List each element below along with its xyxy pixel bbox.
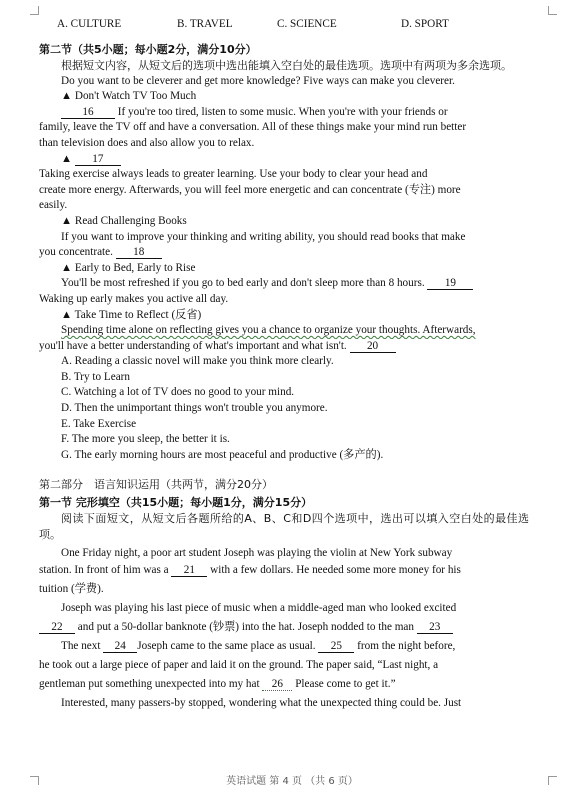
blank-22[interactable]: 22 bbox=[39, 621, 75, 634]
option-a: A. CULTURE bbox=[57, 18, 122, 31]
tip2-title: ▲ 17 bbox=[39, 152, 529, 168]
cloze-p4: Interested, many passers-by stopped, wondering what the unexpected thing could be. Just bbox=[61, 697, 462, 710]
paragraph-17: Taking exercise always leads to greater learning. Use your body to clear your head and bbox=[39, 168, 428, 181]
paragraph-18-line2: you concentrate. 18 bbox=[39, 245, 529, 261]
tip4-title: ▲ Early to Bed, Early to Rise bbox=[61, 261, 196, 274]
cloze-p2-line2: 22 and put a 50-dollar banknote (钞票) into the hat. Joseph nodded to the man 23 bbox=[39, 618, 529, 637]
paragraph-18: If you want to improve your thinking and writing ability, you should read books that make bbox=[61, 230, 466, 243]
previous-question-options bbox=[39, 14, 529, 36]
paragraph-20-line2: you'll have a better understanding of what's important and what isn't. 20 bbox=[39, 339, 529, 355]
tip3-title: ▲ Read Challenging Books bbox=[61, 214, 187, 227]
blank-16[interactable]: 16 bbox=[61, 106, 115, 119]
blank-18[interactable]: 18 bbox=[116, 246, 162, 259]
option-d: D. SPORT bbox=[401, 18, 449, 31]
part2-subheading: 第一节 完形填空（共15小题；每小题1分，满分15分） bbox=[39, 496, 313, 510]
blank-19[interactable]: 19 bbox=[427, 277, 473, 290]
cloze-p3-line2: he took out a large piece of paper and laid it on the ground. The paper said, “Last night, a bbox=[39, 659, 439, 672]
cloze-p1-line3: tuition (学费). bbox=[39, 583, 104, 596]
cloze-p1-line2: station. In front of him was a 21 with a few dollars. He needed some more money for his bbox=[39, 564, 461, 577]
option-c: C. SCIENCE bbox=[277, 18, 337, 31]
tip5-title: ▲ Take Time to Reflect (反省) bbox=[61, 308, 202, 321]
part2-instruction: 阅读下面短文，从短文后各题所给的A、B、C和D四个选项中，选出可以填入空白处的最佳选项。 bbox=[39, 511, 529, 541]
paragraph-16-line3: than television does and also allow you to relax. bbox=[39, 136, 255, 149]
paragraph-17-line3: easily. bbox=[39, 199, 68, 212]
paragraph-16-line2: family, leave the TV off and have a conversation. All of these things make your mind run better bbox=[39, 121, 467, 134]
choice-g: G. The early morning hours are most peaceful and productive (多产的). bbox=[61, 448, 384, 461]
intro-text: Do you want to be cleverer and get more knowledge? Five ways can make you cleverer. bbox=[61, 74, 455, 87]
choice-a: A. Reading a classic novel will make you think more clearly. bbox=[61, 355, 334, 368]
blank-26[interactable]: 26 bbox=[262, 678, 292, 691]
corner-mark bbox=[548, 6, 557, 15]
corner-mark bbox=[30, 6, 39, 15]
page-content bbox=[39, 14, 529, 713]
tip1-title: ▲ Don't Watch TV Too Much bbox=[61, 90, 197, 103]
paragraph-20: Spending time alone on reflecting gives you a chance to organize your thoughts. Afterwards, bbox=[61, 324, 476, 337]
paragraph-19-line2: Waking up early makes you active all day. bbox=[39, 292, 229, 305]
choice-f: F. The more you sleep, the better it is. bbox=[61, 433, 230, 446]
cloze-p3: The next 24 Joseph came to the same place as usual. 25 from the night before, bbox=[61, 640, 456, 653]
blank-17[interactable]: 17 bbox=[75, 153, 121, 166]
blank-23[interactable]: 23 bbox=[417, 621, 453, 634]
choice-c: C. Watching a lot of TV does no good to your mind. bbox=[61, 386, 295, 399]
cloze-p3-line3: gentleman put something unexpected into my hat 26 Please come to get it.” bbox=[39, 678, 396, 691]
section2-heading: 第二节（共5小题；每小题2分，满分10分） bbox=[39, 43, 257, 56]
blank-24[interactable]: 24 bbox=[103, 640, 137, 653]
blank-25[interactable]: 25 bbox=[318, 640, 354, 653]
section2-instruction: 根据短文内容，从短文后的选项中选出能填入空白处的最佳选项。选项中有两项为多余选项。 bbox=[61, 58, 512, 72]
choice-b: B. Try to Learn bbox=[61, 370, 130, 383]
page-footer: 英语试题 第 4 页 （共 6 页） bbox=[226, 776, 358, 787]
paragraph-17-line2: create more energy. Afterwards, you will feel more energetic and can concentrate (专注) more bbox=[39, 183, 461, 196]
choice-e: E. Take Exercise bbox=[61, 417, 137, 430]
cloze-p2: Joseph was playing his last piece of music when a middle-aged man who looked excited bbox=[61, 602, 457, 615]
blank-21[interactable]: 21 bbox=[171, 564, 207, 577]
paragraph-19: You'll be most refreshed if you go to bed early and don't sleep more than 8 hours. 19 bbox=[39, 276, 529, 292]
option-b: B. TRAVEL bbox=[177, 18, 233, 31]
choice-d: D. Then the unimportant things won't trouble you anymore. bbox=[61, 402, 328, 415]
part2-heading: 第二部分 语言知识运用（共两节，满分20分） bbox=[39, 478, 273, 492]
blank-20[interactable]: 20 bbox=[350, 340, 396, 353]
cloze-p1: One Friday night, a poor art student Joseph was playing the violin at New York subway bbox=[61, 546, 453, 559]
paragraph-16: 16 If you're too tired, listen to some music. When you're with your friends or bbox=[39, 105, 529, 121]
